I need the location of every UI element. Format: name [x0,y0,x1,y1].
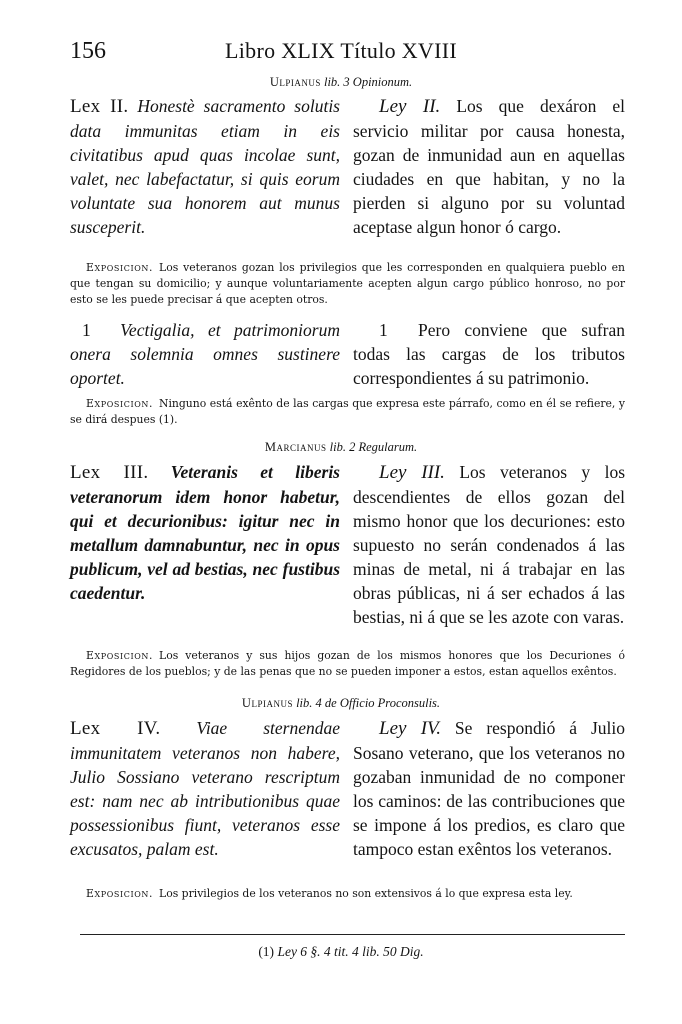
exposicion-body: Los veteranos gozan los privilegios que les corresponden en qualquiera pueblo en que tengan su domicilio; y aunque voluntariamente acepten algun cargo público honroso, no por esto se les puede precisar á que acepten otros. [70,261,625,306]
spanish-text [353,94,625,239]
exposicion-tag: Exposicion. [86,261,154,274]
exposicion-body: Ninguno está exênto de las cargas que expresa este párrafo, como en él se refiere, y se dirá despues (1). [70,397,625,426]
jurist-name: Marcianus [264,440,327,454]
exposicion [70,886,625,902]
source-citation [0,75,682,90]
spanish-law-label: Ley IV. [379,718,441,739]
spanish-paragraph-number: 1 [379,320,388,340]
exposicion-tag: Exposicion. [86,649,154,662]
exposicion-tag: Exposicion. [86,397,154,410]
paragraph-block [70,318,625,390]
latin-body: Vectigalia, et patrimoniorum onera solemnia omnes sustinere oportet. [70,320,340,388]
spanish-text [353,716,625,861]
source-citation [0,440,682,455]
running-title: Libro XLIX Título XVIII [225,38,457,63]
spanish-body: Se respondió á Julio Sosano veterano, que los veteranos no gozaban inmunidad de no componer los caminos: de las contribuciones que se impone á los predios, es claro que tampoco estan exêntos los veteranos. [353,718,626,859]
footnote-marker: (1) [258,944,275,959]
footnote [0,944,682,960]
exposicion-body: Los veteranos y sus hijos gozan de los mismos honores que los Decuriones ó Regidores de los pueblos; y de las penas que no se pueden imponer a estos, estan aquellos exêntos. [70,649,625,678]
exposicion [70,260,625,308]
jurist-name: Ulpianus [241,696,293,710]
exposicion [70,648,625,680]
law-block [70,716,625,861]
footnote-text: Ley 6 §. 4 tit. 4 lib. 50 Dig. [277,944,424,959]
exposicion-body: Los privilegios de los veteranos no son extensivos á lo que expresa esta ley. [159,887,573,900]
latin-text [70,94,340,239]
latin-text [70,318,340,390]
spanish-law-label: Ley III. [379,462,445,483]
latin-text [70,716,340,861]
work-reference: lib. 4 de Officio Proconsulis. [296,696,441,710]
work-reference: lib. 3 Opinionum. [323,75,413,89]
exposicion [70,396,625,428]
spanish-body: Pero conviene que sufran todas las cargas de los tributos correspondientes á su patrimonio. [353,320,625,388]
exposicion-tag: Exposicion. [86,887,154,900]
law-block [70,94,625,239]
latin-body: Viae sternendae immunitatem veteranos non habere, Julio Sossiano veterano rescriptum est: nam nec ab intributionibus quae possessionibus fiunt, veteranos esse excusatos, palam est. [70,718,340,859]
spanish-body: Los que dexáron el servicio militar por causa honesta, gozan de inmunidad aun en aquellas ciudades en que habitan, y no la pierden si alguno por su voluntad aceptase algun honor ó cargo. [353,96,625,237]
source-citation [0,696,682,711]
spanish-text [353,318,625,390]
page-number: 156 [70,38,106,64]
spanish-law-label: Ley II. [379,96,441,117]
law-block [70,460,625,629]
latin-law-label: Lex IV. [70,718,161,739]
latin-law-label: Lex II. [70,96,129,117]
page-header [0,38,682,70]
spanish-text [353,460,625,629]
latin-body: Veteranis et liberis veteranorum idem honor habetur, qui et decurionibus: igitur nec in metallum damnabuntur, nec in opus publicum, vel ad bestias, nec fustibus caedentur. [70,462,340,603]
work-reference: lib. 2 Regularum. [329,440,418,454]
footnote-divider [80,934,625,935]
latin-text [70,460,340,629]
latin-law-label: Lex III. [70,462,149,483]
spanish-body: Los veteranos y los descendientes de ellos gozan del mismo honor que los decuriones: esto supuesto no serán condenados á las minas de metal, ni á trabajar en las obras públicas, ni á ser echados á las bestias, ni á que se les azote con varas. [353,462,625,627]
jurist-name: Ulpianus [269,75,321,89]
latin-body: Honestè sacramento solutis data immunitas etiam in eis civitatibus apud quas incolae sunt, valet, nec labefactatur, si quis eorum voluntate sua honorem aut munus susceperit. [70,96,340,237]
latin-paragraph-number: 1 [82,320,91,340]
